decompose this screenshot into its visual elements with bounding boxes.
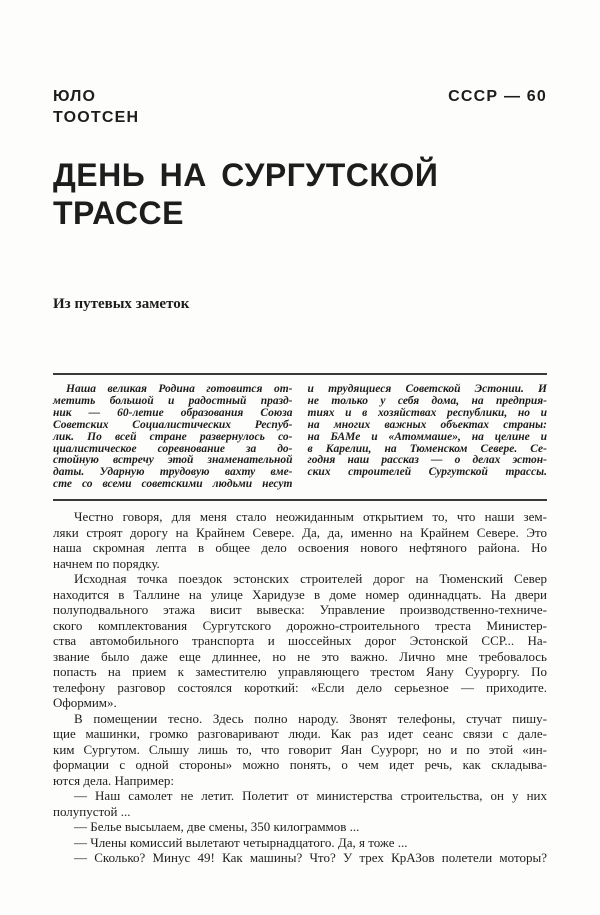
text-line: Советских Социалистических Респуб-: [53, 418, 293, 431]
text-line: лик. По всей стране развернулось со-: [53, 430, 293, 443]
author-line-1: ЮЛО: [53, 88, 97, 105]
text-line: В помещении тесно. Здесь полно народу. Звонят телефоны, стучат пишу-: [74, 710, 547, 726]
lede-columns: [53, 375, 547, 499]
text-line: ских строителей Сургутской трассы.: [307, 466, 547, 479]
text-line: тиях и в хозяйствах республики, но и: [307, 406, 547, 419]
lede-section: [53, 373, 547, 501]
paragraph: [53, 571, 547, 711]
author-name: [53, 86, 139, 128]
title-line-1: ДЕНЬ НА СУРГУТСКОЙ: [53, 157, 439, 193]
text-line: — Наш самолет не летит. Полетит от министерства строительства, он у них: [74, 788, 547, 803]
text-line: щие машинки, громко разговаривают люди. Как раз идет сеанс связи с дале-: [53, 726, 547, 741]
text-line: находится в Таллине на улице Харидузе в доме номер одиннадцать. На двери: [53, 586, 547, 602]
text-line: ского комплектования Сургутского дорожно-строительного треста Министер-: [53, 617, 547, 633]
paragraph: [53, 711, 547, 789]
paragraph: [53, 788, 547, 819]
article-title: [53, 156, 560, 232]
text-line: телефону разговор состоялся короткий: «Если дело серьезное — приходите.: [53, 679, 547, 695]
paragraph: [53, 850, 547, 866]
article-body: [53, 509, 547, 866]
text-line: на многих важных объектах страны:: [307, 418, 547, 431]
text-line: на БАМе и «Атоммаше», на целине и: [307, 430, 547, 443]
series-label: СССР — 60: [448, 88, 547, 105]
text-line: годня наш рассказ — о делах эстон-: [307, 454, 547, 467]
text-line: сте со всеми советскими людьми несут: [53, 478, 293, 491]
text-line: ким Сургутом. Слышу лишь то, что говорит Яан Суурорг, но и по этой «ин-: [53, 741, 547, 757]
text-line: ются дела. Например:: [53, 772, 175, 788]
text-line: Наша великая Родина готовится от-: [66, 383, 293, 395]
text-line: в Карелии, на Тюменском Севере. Се-: [307, 442, 547, 455]
text-line: — Белье высылаем, две смены, 350 килограммов ...: [74, 819, 360, 834]
text-line: полуподвального этажа висит вывеска: Управление производственно-техниче-: [53, 602, 547, 617]
text-line: Оформим».: [53, 695, 117, 710]
text-line: метить большой и радостный празд-: [53, 394, 293, 407]
paragraph: [53, 835, 547, 851]
lede-right-column: [308, 384, 548, 491]
article-subtitle: Из путевых заметок: [53, 296, 190, 312]
text-line: — Сколько? Минус 49! Как машины? Что? У трех КрАЗов полетели моторы?: [74, 850, 547, 865]
author-line-2: ТООТСЕН: [53, 109, 140, 126]
paragraph: [53, 509, 547, 571]
text-line: и трудящиеся Советской Эстонии. И: [307, 383, 547, 395]
text-line: Честно говоря, для меня стало неожиданным открытием то, что наши зем-: [74, 509, 547, 524]
page-header: [53, 86, 547, 128]
text-line: начнем по порядку.: [53, 555, 160, 571]
divider-bottom-rule: [53, 499, 547, 501]
title-line-2: ТРАССЕ: [53, 195, 184, 231]
text-line: формации с одной стороны» можно понять, о чем идет речь, как складыва-: [53, 757, 547, 772]
text-line: Исходная точка поездок эстонских строителей дорог на Тюменский Север: [74, 571, 547, 586]
text-line: ник — 60-летие образования Союза: [53, 406, 293, 419]
text-line: ляки строят дорогу на Крайнем Севере. Да, да, именно на Крайнем Севере. Это: [53, 524, 547, 540]
paragraph: [53, 819, 547, 835]
text-line: попасть на прием к заместителю управляющего трестом Яану Сууроргу. По: [53, 664, 547, 679]
text-line: ства автомобильного транспорта и шоссейных дорог Эстонской ССР... На-: [53, 633, 547, 648]
text-line: наша скромная лепта в общее дело освоения нового нефтяного района. Но: [53, 540, 547, 555]
text-line: звание было даже еще длиннее, но не это важно. Лично мне требовалось: [53, 648, 547, 664]
text-line: не только у себя дома, на предприя-: [307, 394, 547, 407]
text-line: полупустой ...: [53, 803, 131, 819]
text-line: стойную встречу этой знаменательной: [53, 454, 293, 467]
text-line: циалистическое соревнование за до-: [53, 442, 293, 455]
lede-left-column: [53, 384, 293, 491]
text-line: — Члены комиссий вылетают четырнадцатого. Да, я тоже ...: [74, 834, 408, 850]
text-line: даты. Ударную трудовую вахту вме-: [53, 466, 293, 479]
